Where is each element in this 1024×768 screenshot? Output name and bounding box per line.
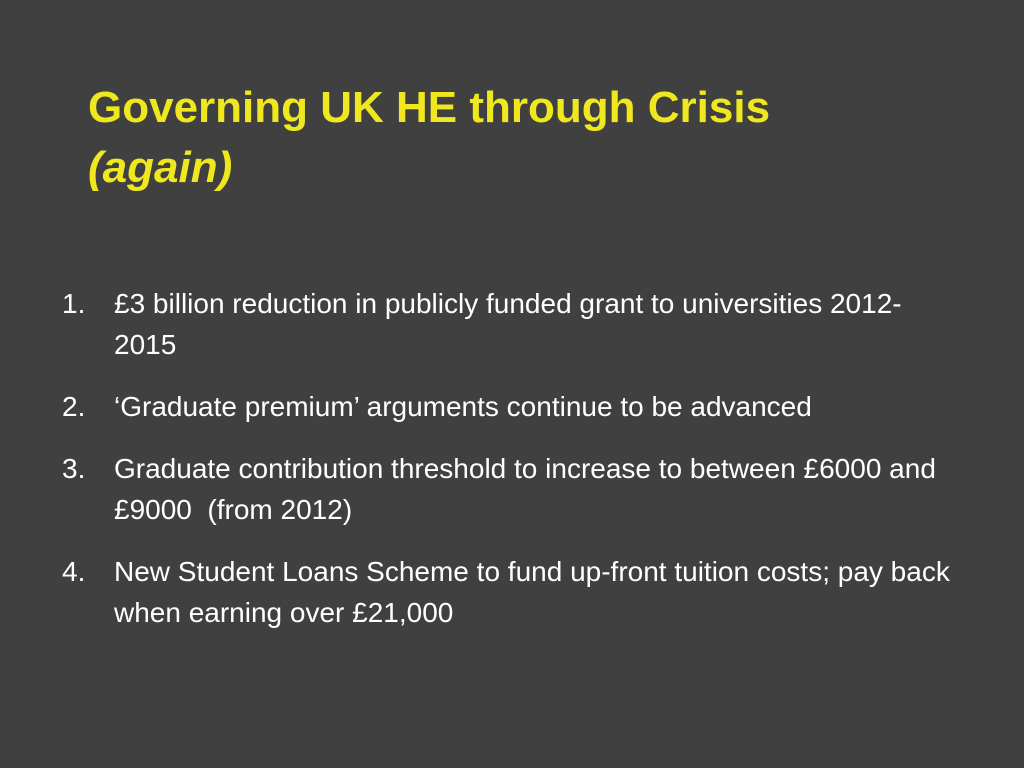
list-item-text: Graduate contribution threshold to increase to between £6000 and £9000 (from 2012)	[114, 453, 944, 525]
list-item-number: 2.	[62, 391, 86, 422]
numbered-list	[62, 283, 962, 654]
list-item-text: New Student Loans Scheme to fund up-front tuition costs; pay back when earning over £21,000	[114, 556, 958, 628]
list-item	[62, 448, 962, 530]
slide-title-subtitle: (again)	[88, 143, 233, 192]
list-item	[62, 386, 962, 427]
slide-title-main: Governing UK HE through Crisis	[88, 83, 771, 132]
list-item-text: ‘Graduate premium’ arguments continue to be advanced	[114, 391, 812, 422]
list-item	[62, 283, 962, 365]
slide-title	[88, 78, 968, 198]
list-item-number: 4.	[62, 556, 86, 587]
list-item	[62, 551, 962, 633]
list-item-number: 3.	[62, 453, 86, 484]
list-item-text: £3 billion reduction in publicly funded grant to universities 2012-2015	[114, 288, 902, 360]
list-item-number: 1.	[62, 288, 86, 319]
